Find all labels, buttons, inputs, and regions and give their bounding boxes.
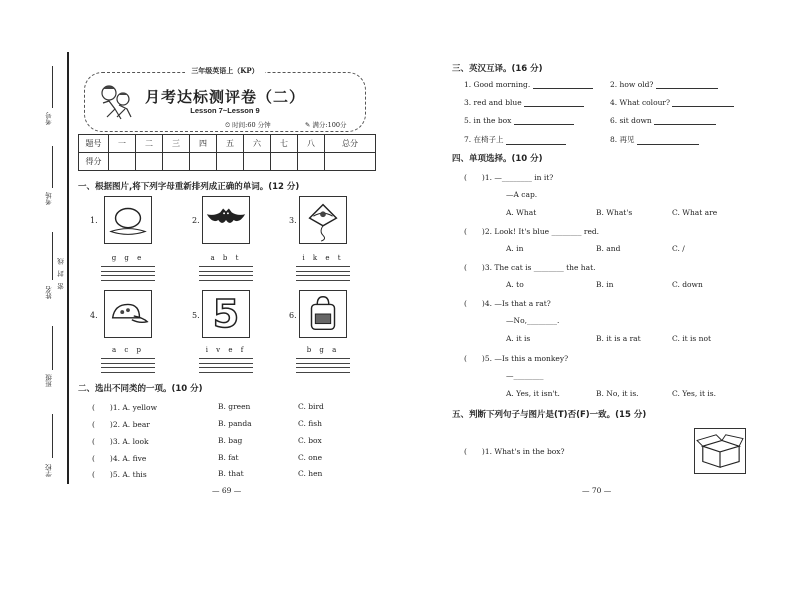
answer-lines[interactable]	[296, 358, 350, 372]
bag-icon	[300, 291, 346, 337]
question-reply: —________	[506, 371, 544, 380]
option-a: A. Yes, it isn't.	[506, 389, 560, 398]
lesson-range: Lesson 7~Lesson 9	[190, 106, 260, 115]
box-icon	[695, 429, 745, 473]
item-number: 3.	[289, 216, 297, 225]
translation-item: 4. What colour?	[610, 98, 734, 107]
scrambled-letters: a c p	[111, 346, 145, 354]
class-label: 班级	[45, 374, 53, 387]
picture-box	[299, 196, 347, 244]
question-item: ( )4. A. five	[92, 454, 147, 463]
table-cell: 二	[136, 135, 163, 153]
section1-title: 一、根据图片,将下列字母重新排列成正确的单词。(12 分)	[78, 182, 300, 192]
picture-box	[202, 290, 250, 338]
section5-title: 五、判断下列句子与图片是(T)否(F)一致。(15 分)	[452, 410, 647, 420]
question-item: ( )1. What's in the box?	[464, 447, 565, 456]
table-cell: 得分	[79, 153, 109, 171]
answer-lines[interactable]	[199, 358, 253, 372]
option-c: C. ∕	[672, 244, 685, 253]
clock-icon: ⏲	[225, 121, 231, 129]
score-cell[interactable]	[190, 153, 217, 171]
five-icon: 5	[212, 292, 240, 336]
option-c: C. bird	[298, 402, 324, 411]
table-cell: 三	[163, 135, 190, 153]
answer-blank[interactable]	[656, 88, 718, 89]
answer-lines[interactable]	[101, 266, 155, 280]
score-table	[78, 134, 376, 171]
picture-box	[299, 290, 347, 338]
table-cell: 六	[244, 135, 271, 153]
score-table-header-row	[79, 135, 376, 153]
table-cell: 四	[190, 135, 217, 153]
item-number: 6.	[289, 311, 297, 320]
question-item: ( )3. A. look	[92, 437, 149, 446]
pen-icon: ✎	[304, 121, 311, 129]
table-cell: 五	[217, 135, 244, 153]
item-number: 4.	[90, 311, 98, 320]
scrambled-letters: i v e f	[205, 346, 247, 354]
scrambled-letters: i k e t	[302, 254, 344, 262]
scrambled-letters: g g e	[111, 254, 145, 262]
score-cell[interactable]	[109, 153, 136, 171]
section2-title: 二、选出不同类的一项。(10 分)	[78, 384, 203, 394]
page-number-left: — 69 —	[212, 486, 242, 495]
question-item: ( )5. —Is this a monkey?	[464, 354, 569, 363]
score-cell[interactable]	[298, 153, 325, 171]
question-item: ( )2. Look! It's blue ________ red.	[464, 227, 600, 236]
translation-item: 3. red and blue	[464, 98, 584, 107]
translation-item: 5. in the box	[464, 116, 574, 125]
answer-blank[interactable]	[533, 88, 593, 89]
picture-box	[104, 290, 152, 338]
option-c: C. one	[298, 453, 323, 462]
translation-item: 1. Good morning.	[464, 80, 593, 89]
score-cell[interactable]	[325, 153, 376, 171]
question-reply: —No,________.	[506, 316, 560, 325]
item-number: 1.	[90, 216, 98, 225]
name-label: 姓名	[45, 286, 53, 299]
option-c: C. What are	[672, 208, 718, 217]
bat-icon	[203, 197, 249, 243]
answer-blank[interactable]	[524, 106, 584, 107]
translation-item: 6. sit down	[610, 116, 716, 125]
scrambled-letters: b g a	[306, 346, 340, 354]
section3-title: 三、英汉互译。(16 分)	[452, 64, 543, 74]
option-b: B. it is a rat	[596, 334, 641, 343]
option-a: A. it is	[506, 334, 531, 343]
option-b: B. bag	[218, 436, 243, 445]
grade-label: 三年级英语上（KP）	[185, 66, 264, 75]
table-cell: 七	[271, 135, 298, 153]
option-a: A. What	[506, 208, 537, 217]
question-reply: —A cap.	[506, 190, 538, 199]
answer-lines[interactable]	[199, 266, 253, 280]
translation-item: 7. 在椅子上	[464, 134, 566, 145]
option-b: B. in	[596, 280, 614, 289]
seal-line-label: 密 封 线	[57, 256, 65, 290]
item-number: 5.	[192, 311, 200, 320]
question-item: ( )4. —Is that a rat?	[464, 299, 551, 308]
scrambled-letters: a b t	[210, 254, 242, 262]
option-b: B. that	[218, 469, 244, 478]
option-c: C. hen	[298, 469, 323, 478]
table-cell: 八	[298, 135, 325, 153]
exam-room-label: 考场	[45, 192, 53, 205]
item-number: 2.	[192, 216, 200, 225]
option-b: B. panda	[218, 419, 252, 428]
question-item: ( )1. —________ in it?	[464, 173, 554, 182]
kite-icon	[300, 197, 346, 243]
answer-lines[interactable]	[296, 266, 350, 280]
option-c: C. it is not	[672, 334, 712, 343]
answer-blank[interactable]	[672, 106, 734, 107]
option-a: A. to	[506, 280, 524, 289]
score-cell[interactable]	[217, 153, 244, 171]
section4-title: 四、单项选择。(10 分)	[452, 154, 543, 164]
option-c: C. Yes, it is.	[672, 389, 717, 398]
question-item: ( )5. A. this	[92, 470, 147, 479]
score-cell[interactable]	[244, 153, 271, 171]
picture-box	[104, 196, 152, 244]
school-label: 学校	[45, 464, 53, 477]
option-a: A. in	[506, 244, 524, 253]
option-b: B. No, it is.	[596, 389, 639, 398]
egg-icon	[105, 197, 151, 243]
answer-blank[interactable]	[506, 144, 566, 145]
question-item: ( )2. A. bear	[92, 420, 150, 429]
full-score: 满分:100分	[312, 121, 347, 129]
test-header	[84, 66, 366, 132]
cap-icon	[105, 291, 151, 337]
picture-box	[202, 196, 250, 244]
exam-no-line	[52, 66, 53, 108]
answer-blank[interactable]	[654, 124, 716, 125]
translation-item: 8. 再见	[610, 134, 699, 145]
answer-lines[interactable]	[101, 358, 155, 372]
test-title: 月考达标测评卷（二）	[144, 88, 305, 106]
picture-box	[694, 428, 746, 474]
option-c: C. fish	[298, 419, 322, 428]
score-cell[interactable]	[136, 153, 163, 171]
binding-line	[67, 52, 69, 484]
exam-no-label: 考号	[45, 112, 53, 125]
table-cell: 一	[109, 135, 136, 153]
question-item: ( )3. The cat is ________ the hat.	[464, 263, 596, 272]
answer-blank[interactable]	[637, 144, 699, 145]
score-table-score-row	[79, 153, 376, 171]
name-line	[52, 232, 53, 280]
option-c: C. down	[672, 280, 703, 289]
table-cell: 题号	[79, 135, 109, 153]
exam-room-line	[52, 146, 53, 188]
option-b: B. fat	[218, 453, 239, 462]
option-c: C. box	[298, 436, 322, 445]
option-b: B. and	[596, 244, 621, 253]
page-number-right: — 70 —	[582, 486, 612, 495]
class-line	[52, 326, 53, 370]
score-cell[interactable]	[271, 153, 298, 171]
translation-item: 2. how old?	[610, 80, 718, 89]
table-cell: 总分	[325, 135, 376, 153]
time-limit: 时间:60 分钟	[232, 121, 271, 129]
option-b: B. What's	[596, 208, 633, 217]
question-item: ( )1. A. yellow	[92, 403, 157, 412]
answer-blank[interactable]	[514, 124, 574, 125]
score-cell[interactable]	[163, 153, 190, 171]
option-b: B. green	[218, 402, 251, 411]
school-line	[52, 414, 53, 458]
